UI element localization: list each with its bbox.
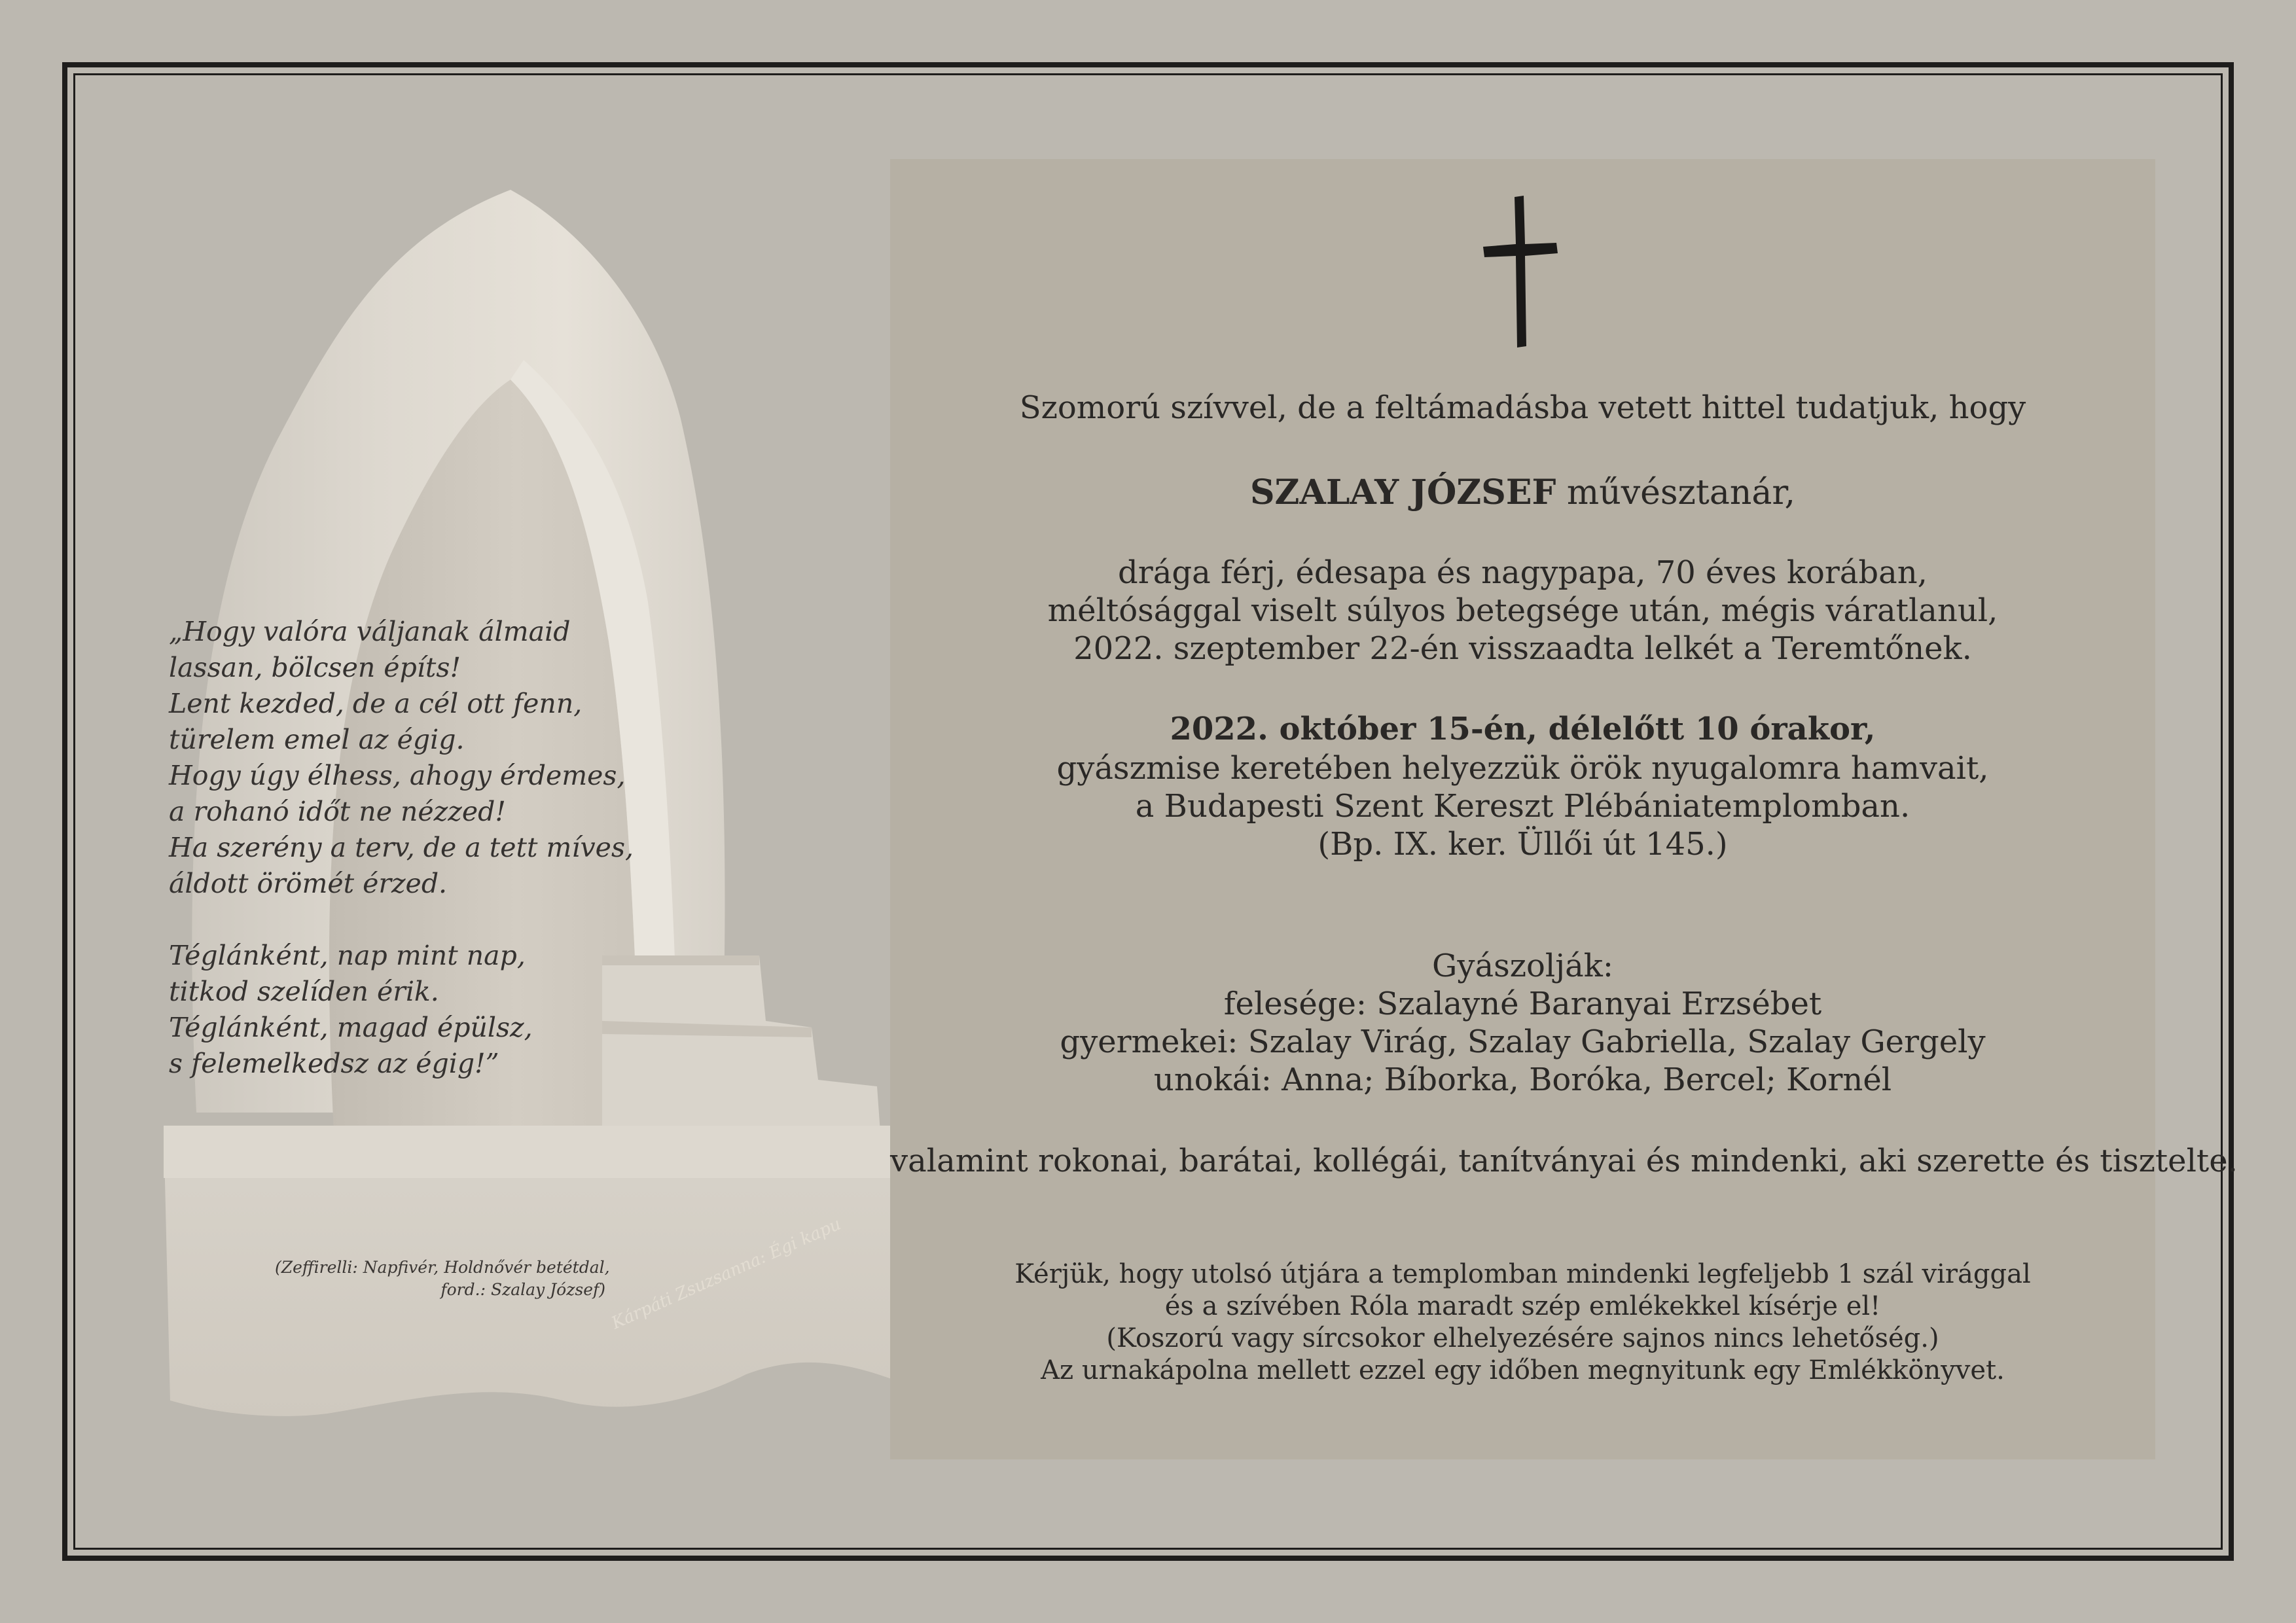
poem-line: lassan, bölcsen építs! <box>169 652 461 683</box>
intro-text: Szomorú szívvel, de a feltámadásba vetett hittel tudatjuk, hogy <box>1019 389 2026 426</box>
others-text: valamint rokonai, barátai, kollégái, tanítványai és mindenki, aki szerette és tisztelte. <box>890 1143 2238 1179</box>
detail-line: 2022. szeptember 22-én visszaadta lelkét a Teremtőnek. <box>1073 630 1972 667</box>
deceased-name-line <box>890 473 2155 513</box>
credit-line: ford.: Szalay József) <box>440 1280 605 1299</box>
funeral-line: (Bp. IX. ker. Üllői út 145.) <box>1318 826 1728 863</box>
request-line: Kérjük, hogy utolsó útjára a templomban mindenki legfeljebb 1 szál virággal <box>1014 1259 2031 1289</box>
poem-line: Lent kezded, de a cél ott fenn, <box>169 688 583 719</box>
poem-line: Ha szerény a terv, de a tett míves, <box>169 832 634 863</box>
poem-line: „Hogy valóra váljanak álmaid <box>169 616 571 647</box>
poem-line: a rohanó időt ne nézzed! <box>169 796 506 827</box>
detail-line: méltósággal viselt súlyos betegsége után, mégis váratlanul, <box>1047 592 1998 629</box>
poem-line: s felemelkedsz az égig!” <box>169 1048 499 1079</box>
stanza-gap <box>169 902 666 938</box>
poem-line: Téglánként, nap mint nap, <box>169 940 526 971</box>
deceased-name: SZALAY JÓZSEF <box>1250 473 1556 512</box>
poem-line: titkod szelíden érik. <box>169 976 439 1007</box>
mourner-line: unokái: Anna; Bíborka, Boróka, Bercel; Kornél <box>1153 1061 1892 1098</box>
detail-line: drága férj, édesapa és nagypapa, 70 éves korában, <box>1118 554 1928 591</box>
request-text <box>890 1258 2155 1387</box>
funeral-line: gyászmise keretében helyezzük örök nyugalomra hamvait, <box>1056 750 1989 787</box>
poem-line: áldott örömét érzed. <box>169 868 448 899</box>
poem-line: Hogy úgy élhess, ahogy érdemes, <box>169 760 626 791</box>
poem <box>169 614 666 1082</box>
mourners-heading: Gyászolják: <box>1431 948 1613 984</box>
poem-line: Téglánként, magad épülsz, <box>169 1012 533 1043</box>
credit-line: (Zeffirelli: Napfivér, Holdnővér betétdal, <box>275 1258 610 1277</box>
poem-credit <box>275 1257 610 1301</box>
funeral-date: 2022. október 15-én, délelőtt 10 órakor, <box>1170 711 1876 747</box>
funeral-line: a Budapesti Szent Kereszt Plébániatemplomban. <box>1135 788 1910 825</box>
request-line: és a szívében Róla maradt szép emlékekkel kísérje el! <box>1164 1291 1881 1321</box>
death-details <box>890 554 2155 668</box>
deceased-title: művésztanár, <box>1556 473 1795 512</box>
request-line: Az urnakápolna mellett ezzel egy időben megnyitunk egy Emlékkönyvet. <box>1041 1355 2005 1385</box>
mourner-line: gyermekei: Szalay Virág, Szalay Gabriella, Szalay Gergely <box>1060 1024 1986 1060</box>
mourner-line: felesége: Szalayné Baranyai Erzsébet <box>1223 986 1822 1022</box>
artist-watermark: Kárpáti Zsuzsanna: Égi kapu <box>609 1214 844 1334</box>
request-line: (Koszorú vagy sírcsokor elhelyezésére sajnos nincs lehetőség.) <box>1106 1323 1939 1353</box>
poem-line: türelem emel az égig. <box>169 724 465 755</box>
mourners-list <box>890 985 2155 1099</box>
cross-icon <box>1480 193 1559 350</box>
funeral-details <box>890 749 2155 863</box>
